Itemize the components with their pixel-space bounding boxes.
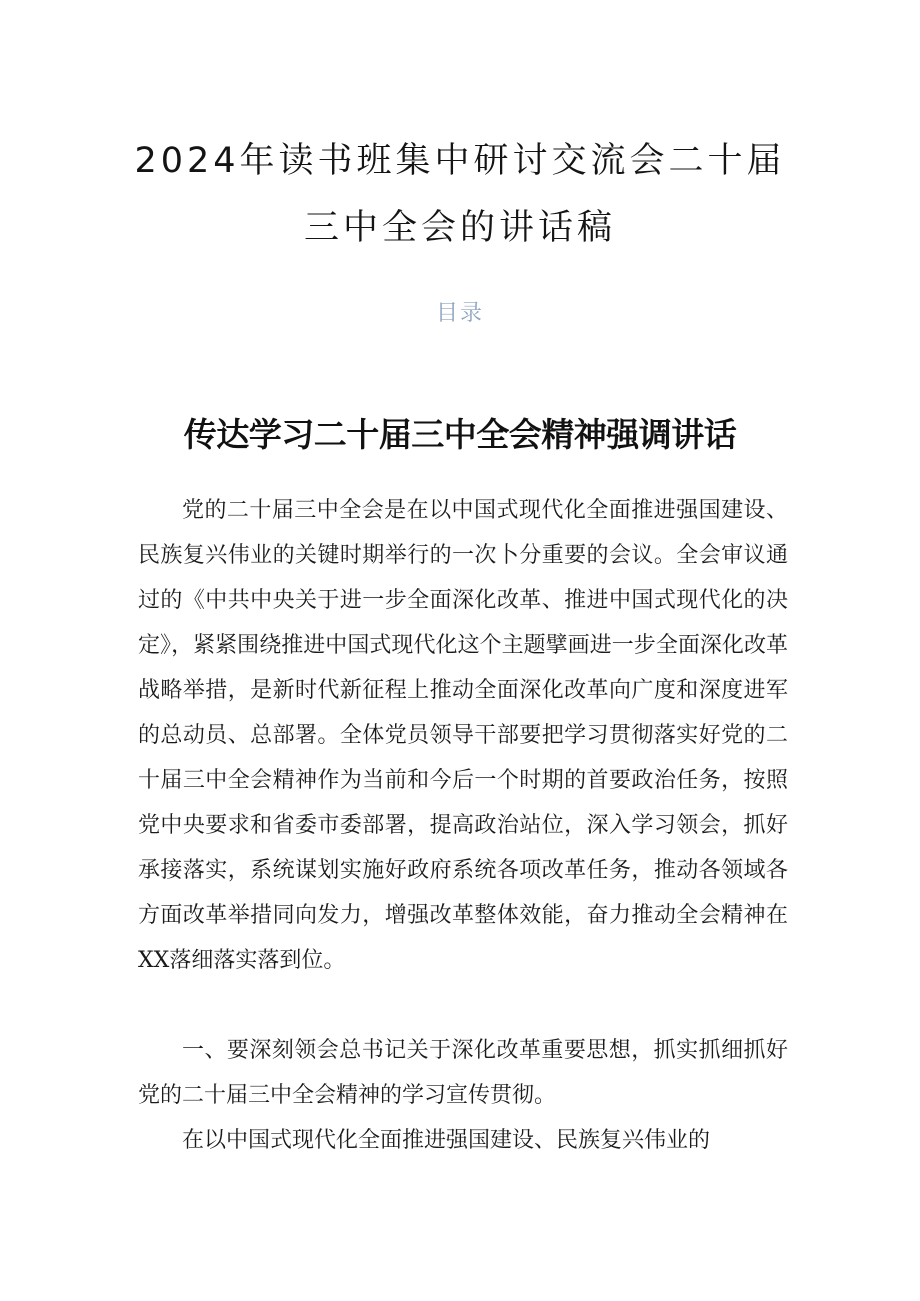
body-paragraph-1	[138, 488, 788, 983]
paragraph-text: 在以中国式现代化全面推进强国建设、民族复兴伟业的	[182, 1128, 711, 1153]
paragraph-text: 一、要深刻领会总书记关于深化改革重要思想，抓实抓细抓好党的二十届三中全会精神的学习宣传贯彻。	[138, 1038, 788, 1108]
document-title-line-2: 三中全会的讲话稿	[303, 208, 616, 248]
body-paragraph-3	[138, 1118, 788, 1163]
paragraph-text: 党的二十届三中全会是在以中国式现代化全面推进强国建设、民族复兴伟业的关键时期举行的一次卜分重要的会议。全会审议通过的《中共中央关于进一步全面深化改革、推进中国式现代化的决定》，紧紧围绕推进中国式现代化这个主题擘画进一步全面深化改革战略举措，是新时代新征程上推动全面深化改革向广度和深度进军的总动员、总部署。全体党员领导干部要把学习贯彻落实好党的二十届三中全会精神作为当前和今后一个时期的首要政治任务，按照党中央要求和省委市委部署，提高政治站位，深入学习领会，抓好承接落实，系统谋划实施好政府系统各项改革任务，推动各领域各方面改革举措同向发力，增强改革整体效能，奋力推动全会精神在XX落细落实落到位。	[138, 498, 788, 973]
document-title-line-1: 2024年读书班集中研讨交流会二十届	[134, 141, 786, 181]
section-heading: 传达学习二十届三中全会精神强调讲话	[183, 415, 737, 454]
body-paragraph-2	[138, 1028, 788, 1118]
table-of-contents-label: 目录	[435, 301, 484, 326]
